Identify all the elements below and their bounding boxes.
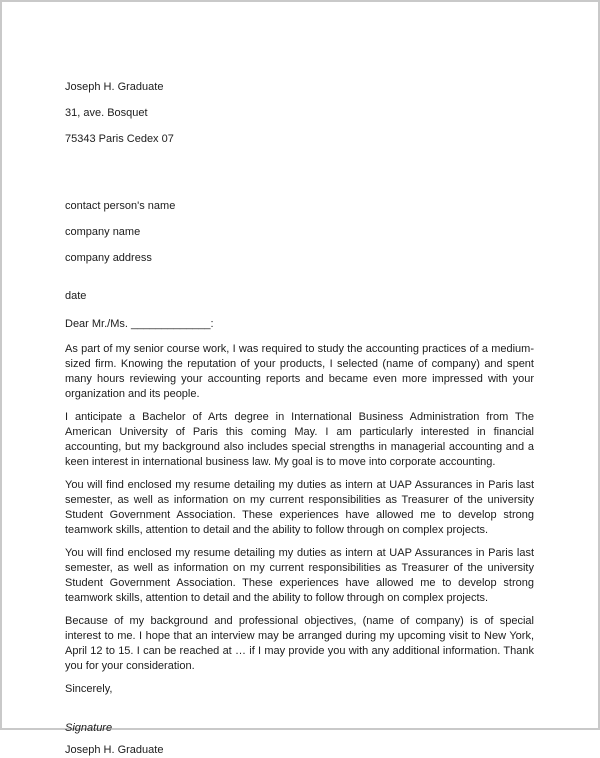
paragraph-intro: As part of my senior course work, I was required to study the accounting practices of a medium-sized firm. Knowing the reputation of your products, I selected (name of company) and spent many hours reviewing your accounting reports and became even more impressed with your organization and its people.	[65, 343, 534, 400]
recipient-company-address: company address	[65, 252, 152, 264]
date-placeholder: date	[65, 290, 87, 302]
sender-street: 31, ave. Bosquet	[65, 107, 148, 119]
recipient-contact-name: contact person's name	[65, 200, 176, 212]
closing: Sincerely,	[65, 683, 113, 695]
salutation: Dear Mr./Ms. _____________:	[65, 318, 214, 330]
sender-block	[65, 68, 534, 159]
paragraph-resume-1: You will find enclosed my resume detailing my duties as intern at UAP Assurances in Paris last semester, as well as information on my current responsibilities as Treasurer of the university Student Government Association. These experiences have allowed me to develop strong teamwork skills, attention to detail and the ability to follow through on complex projects.	[65, 479, 534, 536]
signature-placeholder: Signature	[65, 722, 113, 734]
paragraph-degree: I anticipate a Bachelor of Arts degree in International Business Administration from The American University of Paris this coming May. I am particularly interested in financial accounting, but my background also includes special strengths in managerial accounting and a keen interest in international business law. My goal is to move into corporate accounting.	[65, 411, 534, 468]
paragraph-resume-2: You will find enclosed my resume detailing my duties as intern at UAP Assurances in Paris last semester, as well as information on my current responsibilities as Treasurer of the university Student Government Association. These experiences have allowed me to develop strong teamwork skills, attention to detail and the ability to follow through on complex projects.	[65, 547, 534, 604]
paragraph-interview: Because of my background and professional objectives, (name of company) is of special interest to me. I hope that an interview may be arranged during my upcoming visit to New York, April 12 to 15. I can be reached at … if I may provide you with any additional information. Thank you for your consideration.	[65, 615, 534, 672]
sender-name: Joseph H. Graduate	[65, 81, 164, 93]
recipient-block	[65, 187, 534, 278]
typed-name: Joseph H. Graduate	[65, 744, 164, 756]
sender-city: 75343 Paris Cedex 07	[65, 133, 174, 145]
recipient-company-name: company name	[65, 226, 141, 238]
